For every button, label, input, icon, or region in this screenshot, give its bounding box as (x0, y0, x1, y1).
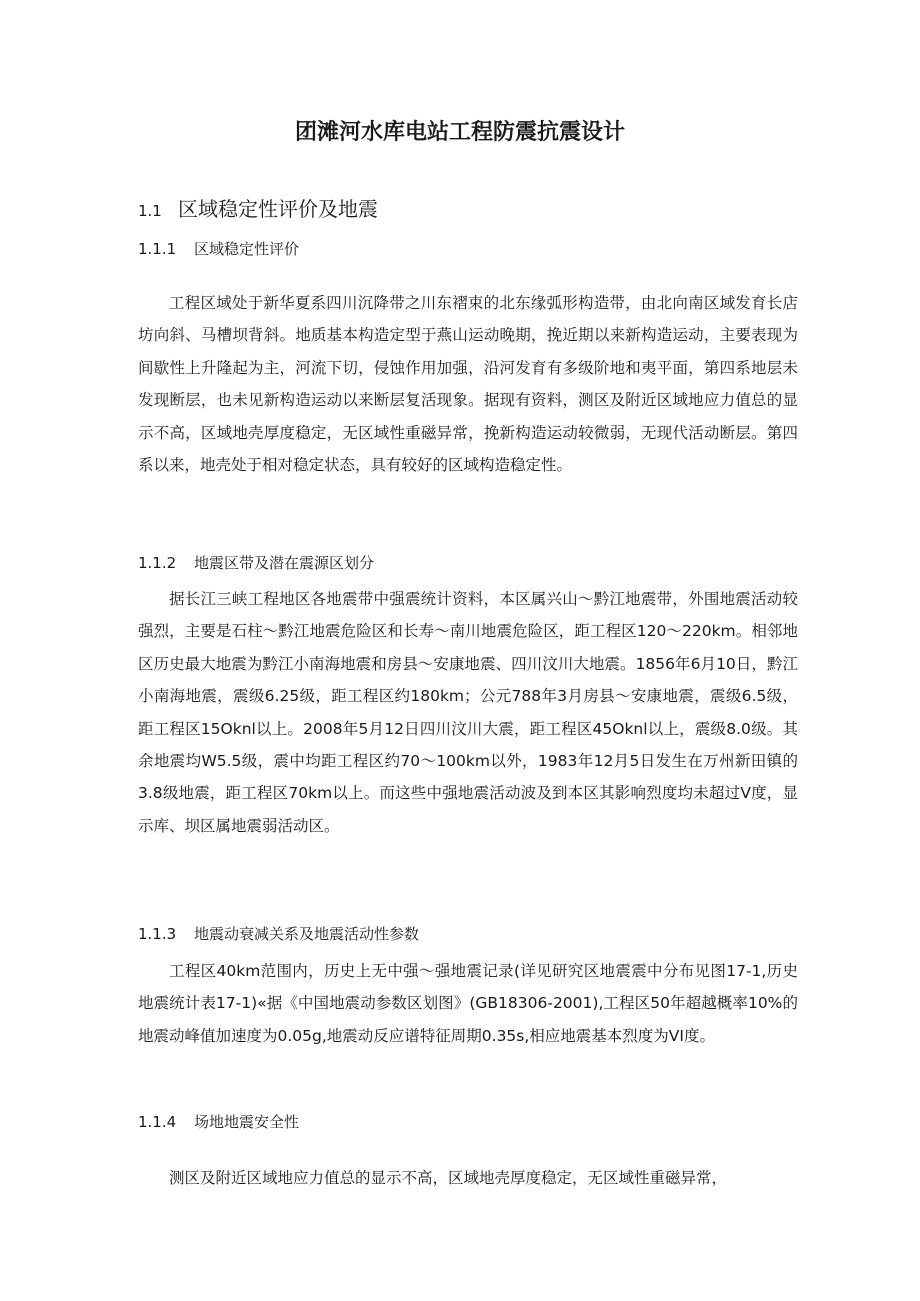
subsection-title: 场地地震安全性 (194, 1113, 300, 1131)
subsection-number: 1.1.2 (138, 554, 177, 572)
subsection-heading-1-1-1 (138, 237, 299, 261)
subsection-title: 地震动衰减关系及地震活动性参数 (194, 925, 420, 943)
paragraph-regional-stability: 工程区域处于新华夏系四川沉降带之川东褶束的北东缘弧形构造带，由北向南区域发育长店坊向斜、马槽坝背斜。地质基本构造定型于燕山运动晚期，挽近期以来新构造运动，主要表现为间歇性上升隆起为主，河流下切，侵蚀作用加强，沿河发育有多级阶地和夷平面，第四系地层未发现断层，也未见新构造运动以来断层复活现象。据现有资料，测区及附近区域地应力值总的显示不高，区域地壳厚度稳定，无区域性重磁异常，挽新构造运动较微弱，无现代活动断层。第四系以来，地壳处于相对稳定状态，具有较好的区域构造稳定性。 (138, 294, 798, 475)
subsection-heading-1-1-2 (138, 551, 374, 575)
section-heading-1-1 (138, 193, 378, 227)
subsection-number: 1.1.4 (138, 1113, 177, 1131)
paragraph-seismic-zones: 据长江三峡工程地区各地震带中强震统计资料，本区属兴山～黔江地震带，外围地震活动较强烈，主要是石柱～黔江地震危险区和长寿～南川地震危险区，距工程区120～220km。相邻地区历史最大地震为黔江小南海地震和房县～安康地震、四川汶川大地震。1856年6月10日，黔江小南海地震，震级6.25级，距工程区约180km；公元788年3月房县～安康地震，震级6.5级，距工程区15Oknl以上。2008年5月12日四川汶川大震，距工程区45Oknl以上，震级8.0级。其余地震均W5.5级，震中均距工程区约70～100km以外，1983年12月5日发生在万州新田镇的3.8级地震，距工程区70km以上。而这些中强地震活动波及到本区其影响烈度均未超过V度，显示库、坝区属地震弱活动区。 (138, 590, 798, 835)
subsection-title: 区域稳定性评价 (194, 240, 300, 258)
paragraph-attenuation-parameters: 工程区40km范围内，历史上无中强～强地震记录(详见研究区地震震中分布见图17-1,历史地震统计表17-1)«据《中国地震动参数区划图》(GB18306-2001),工程区50年超越概率10%的地震动峰值加速度为0.05g,地震动反应谱特征周期0.35s,相应地震基本烈度为VI度。 (138, 962, 798, 1045)
subsection-heading-1-1-4 (138, 1110, 299, 1134)
subsection-heading-1-1-3 (138, 922, 419, 946)
document-title: 团滩河水库电站工程防震抗震设计 (294, 120, 625, 145)
paragraph-site-safety: 测区及附近区域地应力值总的显示不高，区域地壳厚度稳定，无区域性重磁异常， (169, 1169, 728, 1187)
subsection-number: 1.1.1 (138, 240, 177, 258)
subsection-number: 1.1.3 (138, 925, 177, 943)
subsection-title: 地震区带及潜在震源区划分 (194, 554, 375, 572)
section-title: 区域稳定性评价及地震 (178, 197, 378, 221)
section-number: 1.1 (138, 202, 162, 220)
